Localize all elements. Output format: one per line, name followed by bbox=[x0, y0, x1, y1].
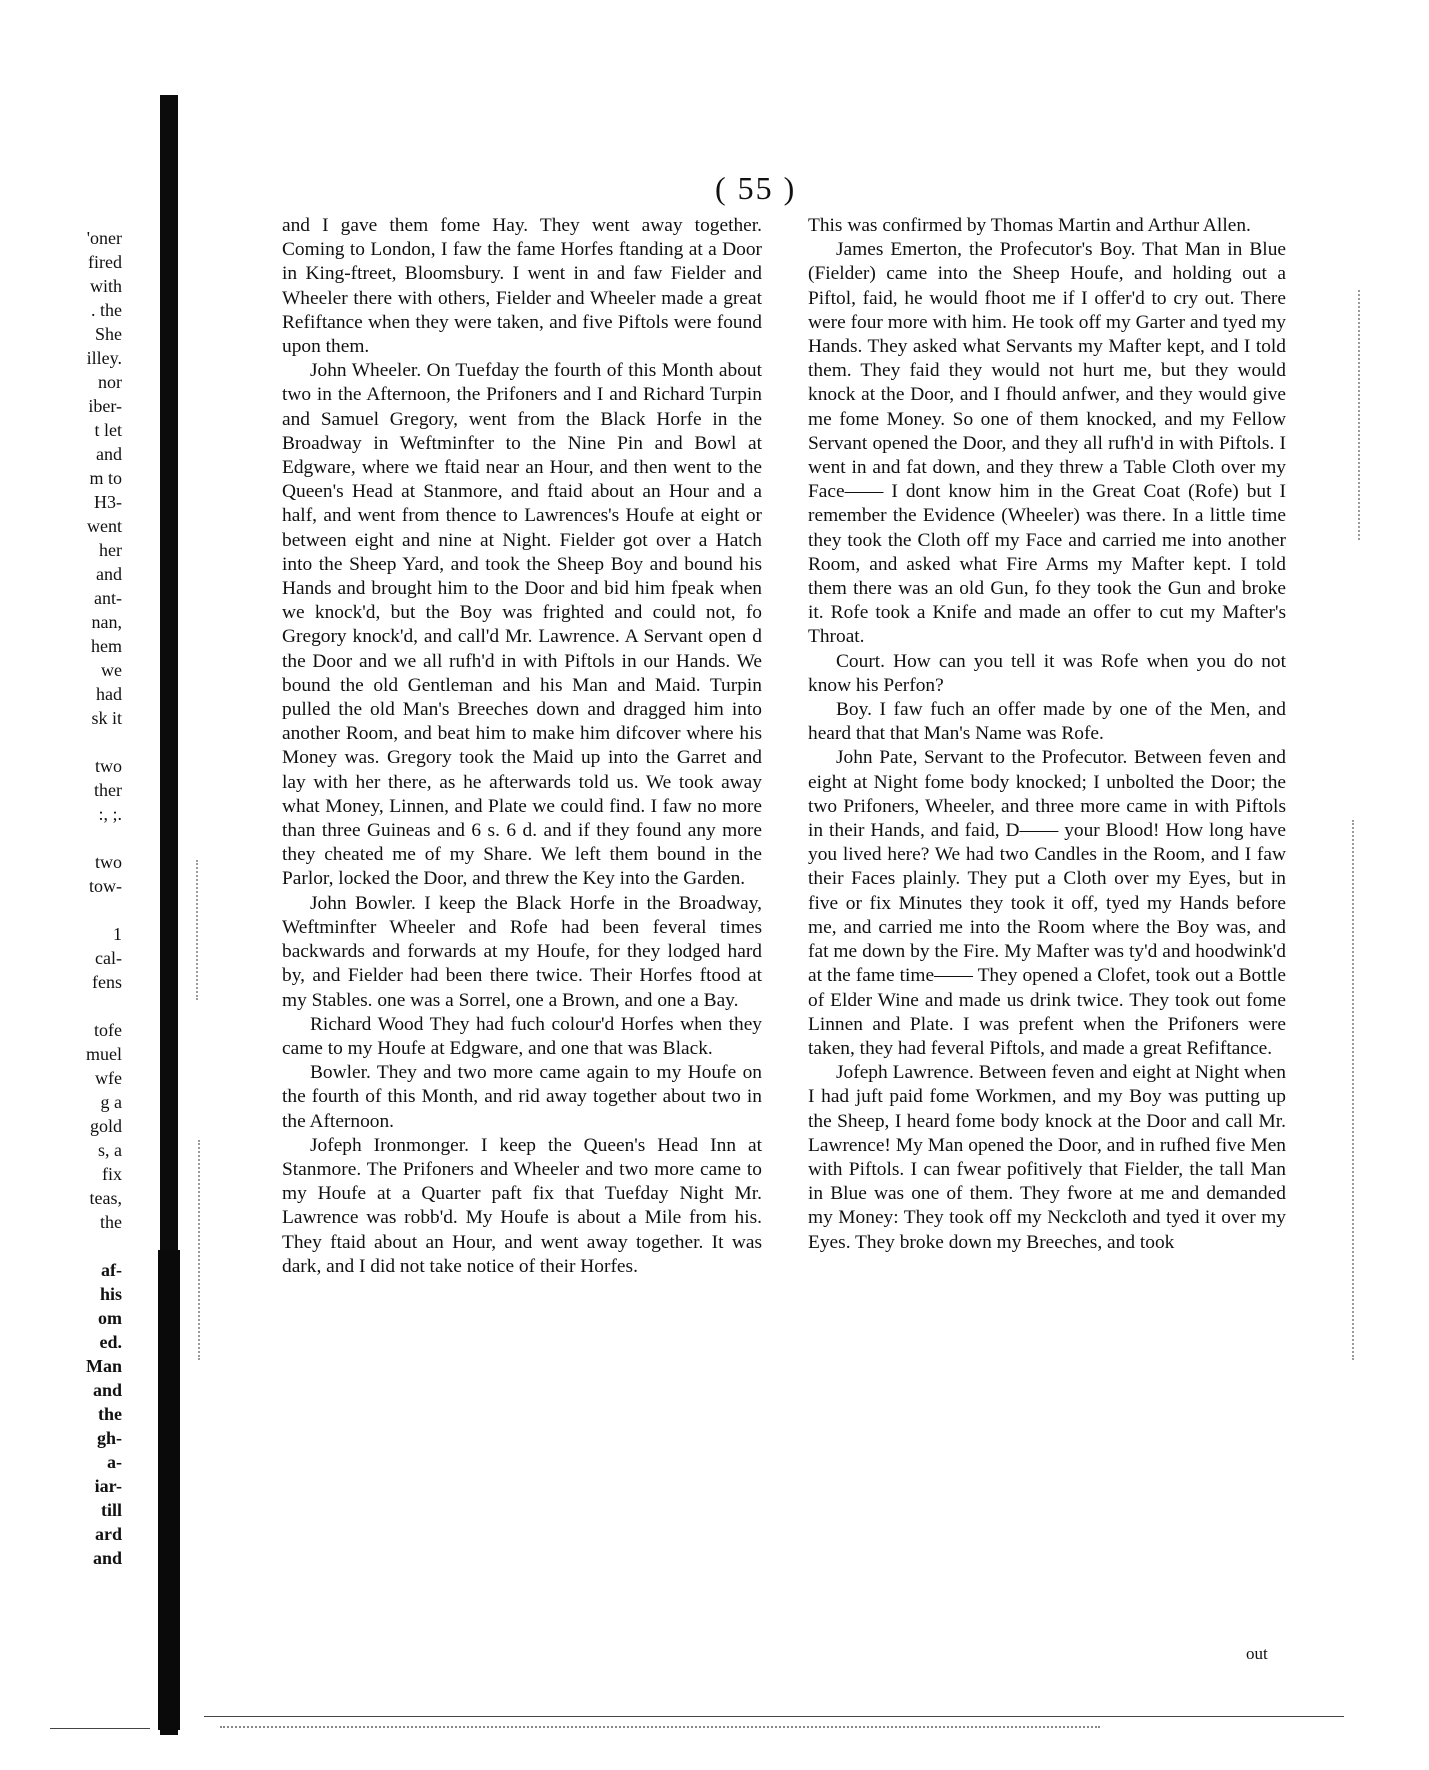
margin-fragment-line: two bbox=[95, 852, 122, 872]
bottom-rule bbox=[204, 1716, 1344, 1717]
catchword: out bbox=[1246, 1644, 1268, 1663]
margin-fragment-line: fens bbox=[92, 972, 122, 992]
left-text-column bbox=[282, 214, 762, 1279]
margin-fragment-line: nan, bbox=[91, 612, 122, 632]
margin-fragment-line: went bbox=[87, 516, 122, 536]
margin-fragment-line: s, a bbox=[98, 1140, 122, 1160]
margin-fragment-line: tofe bbox=[94, 1020, 122, 1040]
margin-fragment-line: om bbox=[98, 1308, 122, 1328]
paragraph: Boy. I faw fuch an offer made by one of the Men, and heard that that Man's Name was Rofe. bbox=[808, 699, 1286, 745]
margin-fragment-line: gold bbox=[89, 1116, 122, 1136]
margin-fragment-line: fix bbox=[102, 1164, 122, 1184]
margin-fragment-line: the bbox=[98, 1404, 122, 1424]
margin-fragment-line: her bbox=[99, 540, 122, 560]
margin-fragment-line: nor bbox=[98, 372, 122, 392]
margin-fragment-line: . the bbox=[91, 300, 122, 320]
margin-fragment-line: t let bbox=[94, 420, 122, 440]
margin-fragment-line: iber- bbox=[88, 396, 122, 416]
margin-fragment-line: and bbox=[92, 1380, 122, 1400]
margin-fragment-line: muel bbox=[86, 1044, 122, 1064]
margin-fragment-line: hem bbox=[91, 636, 122, 656]
margin-fragment-line: 'oner bbox=[86, 228, 122, 248]
margin-fragment-line bbox=[38, 898, 122, 922]
margin-fragment-line: two bbox=[95, 756, 122, 776]
margin-fragment-line: sk it bbox=[91, 708, 122, 728]
margin-fragment-line: the bbox=[100, 1212, 122, 1232]
margin-fragment-line: his bbox=[99, 1284, 122, 1304]
margin-fragment-line: with bbox=[89, 276, 122, 296]
page-number: ( 55 ) bbox=[715, 170, 797, 206]
margin-fragment-line: till bbox=[101, 1500, 122, 1520]
margin-fragment-line: fired bbox=[88, 252, 122, 272]
margin-fragment-line: had bbox=[96, 684, 122, 704]
paragraph: Court. How can you tell it was Rofe when you do not know his Perfon? bbox=[808, 650, 1286, 696]
margin-fragment-line: we bbox=[101, 660, 122, 680]
margin-fragment-line: iar- bbox=[94, 1476, 122, 1496]
margin-fragment-line: cal- bbox=[95, 948, 122, 968]
margin-fragment-line: ther bbox=[94, 780, 122, 800]
scan-speckle bbox=[1352, 820, 1357, 1360]
bottom-dotted-rule bbox=[220, 1726, 1100, 1728]
margin-fragment-line: and bbox=[96, 564, 122, 584]
scan-binding-shadow-lower bbox=[158, 1250, 180, 1730]
scan-speckle bbox=[198, 1140, 203, 1360]
paragraph: Bowler. They and two more came again to my Houfe on the fourth of this Month, and rid away together about two in the Afternoon. bbox=[282, 1062, 762, 1132]
margin-fragment-line bbox=[38, 826, 122, 850]
margin-fragment-line: and bbox=[92, 1548, 122, 1568]
margin-fragment-line: illey. bbox=[86, 348, 122, 368]
margin-fragment-line: ant- bbox=[94, 588, 122, 608]
paragraph: James Emerton, the Profecutor's Boy. That Man in Blue (Fielder) came into the Sheep Houfe, and holding out a Piftol, faid, he would fhoot me if I offer'd to cry out. There were four more with him. He took off my Garter and tyed my Hands. They asked what Servants my Mafter kept, and I told them. They faid they would not hurt me, but they would knock at the Door, and I fhould anfwer, and they would give me fome Money. So one of them knocked, and my Fellow Servant opened the Door, and they all rufh'd in with Piftols. I went in and fat down, and they threw a Table Cloth over my Face—— I dont know him in the Great Coat (Rofe) but I remember the Evidence (Wheeler) was there. In a little time they took the Cloth off my Face and carried me into another Room, and asked what Fire Arms my Mafter kept. I told them there was an old Gun, fo they took the Gun and broke it. Rofe took a Knife and made an offer to cut my Mafter's Throat. bbox=[808, 239, 1286, 648]
paragraph: Jofeph Lawrence. Between feven and eight at Night when I had juft paid fome Workmen, and my Boy was putting up the Sheep, I heard fome body knock at the Door and call Mr. Lawrence! My Man opened the Door, and in rufhed five Men with Piftols. I can fwear pofitively that Fielder, the tall Man in Blue was one of them. They fwore at me and demanded my Money: They took off my Neckcloth and tyed it over my Eyes. They broke down my Breeches, and took bbox=[808, 1062, 1286, 1253]
paragraph: John Bowler. I keep the Black Horfe in the Broadway, Weftminfter Wheeler and Rofe had been feveral times backwards and forwards at my Houfe, for they lodged hard by, and Fielder had been there twice. Their Horfes ftood at my Stables. one was a Sorrel, one a Brown, and one a Bay. bbox=[282, 892, 762, 1011]
margin-fragment-line: ard bbox=[95, 1524, 122, 1544]
margin-fragment-line bbox=[38, 994, 122, 1018]
margin-fragment-line: Man bbox=[86, 1356, 122, 1376]
margin-fragment-line: af- bbox=[101, 1260, 122, 1280]
margin-fragment-line bbox=[38, 1234, 122, 1258]
paragraph: Jofeph Ironmonger. I keep the Queen's Head Inn at Stanmore. The Prifoners and Wheeler and two more came to my Houfe at a Quarter paft fix that Tuefday Night Mr. Lawrence was robb'd. My Houfe is about a Mile from his. They ftaid about an Hour, and went away together. It was dark, and I did not take notice of their Horfes. bbox=[282, 1134, 762, 1277]
margin-fragment-line: a- bbox=[107, 1452, 122, 1472]
scan-speckle bbox=[196, 860, 201, 1000]
margin-fragment-line: :, ;. bbox=[98, 804, 122, 824]
margin-fragment-line: g a bbox=[100, 1092, 122, 1112]
margin-fragment-line: ed. bbox=[99, 1332, 122, 1352]
paragraph: John Wheeler. On Tuefday the fourth of this Month about two in the Afternoon, the Prifoners and I and Richard Turpin and Samuel Gregory, went from the Black Horfe in the Broadway in Weftminfter to the Nine Pin and Bowl at Edgware, where we ftaid near an Hour, and then went to the Queen's Head at Stanmore, and ftaid about an Hour and a half, and went from thence to Lawrences's Houfe at eight or between eight and nine at Night. Fielder got over a Hatch into the Sheep Yard, and took the Sheep Boy and bound his Hands and brought him to the Door and bid him fpeak when we knock'd, but the Boy was frighted and could not, fo Gregory knock'd, and call'd Mr. Lawrence. A Servant open d the Door and we all rufh'd in with Piftols in our Hands. We bound the old Gentleman and his Man and Maid. Turpin pulled the old Man's Breeches down and dragged him into another Room, and beat him to make him difcover where his Money was. Gregory took the Maid up into the Garret and lay with her there, as he afterwards told us. We took away what Money, Linnen, and Plate we could find. I faw no more than three Guineas and 6 s. 6 d. and if they found any more they cheated me of my Share. We left them bound in the Parlor, locked the Door, and threw the Key into the Garden. bbox=[282, 360, 762, 890]
paragraph: John Pate, Servant to the Profecutor. Between feven and eight at Night fome body knocked; I unbolted the Door; the two Prifoners, Wheeler, and three more came in with Piftols in their Hands, and faid, D—— your Blood! How long have you lived here? We had two Candles in the Room, and I faw their Faces plainly. They put a Cloth over my Eyes, but in five or fix Minutes they took it off, tyed my Hands before me, and carried me into the Room where the Boy was, and fat me down by the Fire. My Mafter was ty'd and hoodwink'd at the fame time—— They opened a Clofet, took out a Bottle of Elder Wine and made us drink twice. They took out fome Linnen and Plate. I was prefent when the Prifoners were taken, they had feveral Piftols, and made a great Refiftance. bbox=[808, 747, 1286, 1059]
margin-fragment-line: and bbox=[96, 444, 122, 464]
margin-fragment-line: She bbox=[95, 324, 122, 344]
margin-rule bbox=[50, 1728, 150, 1729]
margin-fragment-line: 1 bbox=[113, 924, 122, 944]
margin-fragment-line: H3- bbox=[94, 492, 122, 512]
margin-fragment-line: gh- bbox=[96, 1428, 122, 1448]
left-margin-fragments bbox=[38, 226, 122, 1570]
margin-fragment-line: tow- bbox=[89, 876, 122, 896]
paragraph: Richard Wood They had fuch colour'd Horfes when they came to my Houfe at Edgware, and one that was Black. bbox=[282, 1013, 762, 1059]
margin-fragment-line: m to bbox=[89, 468, 122, 488]
margin-fragment-line: wfe bbox=[95, 1068, 122, 1088]
paragraph: and I gave them fome Hay. They went away together. Coming to London, I faw the fame Horfes ftanding at a Door in King-ftreet, Bloomsbury. I went in and faw Fielder and Wheeler there with others, Fielder and Wheeler made a great Refiftance when they were taken, and five Piftols were found upon them. bbox=[282, 215, 762, 358]
margin-fragment-line: teas, bbox=[89, 1188, 122, 1208]
right-text-column bbox=[808, 214, 1286, 1255]
scan-speckle bbox=[1358, 290, 1363, 540]
margin-fragment-line bbox=[38, 730, 122, 754]
paragraph: This was confirmed by Thomas Martin and Arthur Allen. bbox=[808, 215, 1251, 236]
